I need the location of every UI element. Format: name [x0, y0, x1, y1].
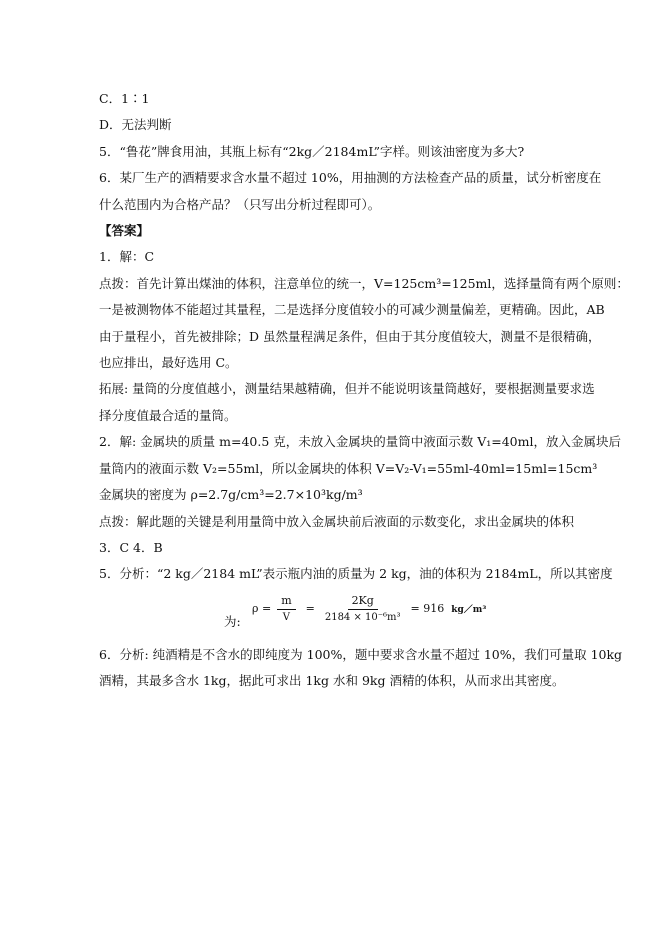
fraction-values	[325, 594, 401, 623]
answer-2-line1: 2．解: 金属块的质量 m=40.5 克，未放入金属块的量筒中液面示数 V₁=40ml，放入金属块后	[99, 434, 621, 450]
answer-6-line1: 6．分析: 纯酒精是不含水的即纯度为 100%，题中要求含水量不超过 10%，我们可量取 10kg	[99, 646, 623, 662]
fraction-m-over-v	[277, 594, 295, 623]
answer-1-extension-line2: 择分度值最合适的量筒。	[99, 407, 237, 423]
fraction-numerator: m	[277, 594, 295, 610]
answer-1-hint-line4: 也应排出，最好选用 C。	[99, 355, 238, 371]
answer-6-line2: 酒精，其最多含水 1kg，据此可求出 1kg 水和 9kg 酒精的体积，从而求出其密度。	[99, 673, 565, 689]
question-6-line2: 什么范围内为合格产品？（只写出分析过程即可）。	[99, 196, 381, 212]
answer-1-hint-line3: 由于量程小，首先被排除；D 虽然量程满足条件，但由于其分度值较大，测量不是很精确，	[99, 328, 601, 344]
equals-sign: =	[305, 601, 315, 615]
answer-1: 1．解：C	[99, 249, 155, 265]
formula-lhs: ρ =	[252, 601, 272, 615]
density-formula-row	[99, 590, 569, 640]
document-body	[99, 86, 629, 695]
fraction-denominator: V	[282, 611, 291, 623]
formula-prefix: 为:	[224, 613, 241, 629]
answer-2-hint: 点拨：解此题的关键是利用量筒中放入金属块前后液面的示数变化，求出金属块的体积	[99, 513, 575, 529]
fraction-denominator: 2184 × 10⁻⁶m³	[324, 611, 401, 623]
answer-2-line3: 金属块的密度为 ρ=2.7g/cm³=2.7×10³kg/m³	[99, 487, 363, 503]
answer-1-extension-line1: 拓展: 量筒的分度值越小，测量结果越精确，但并不能说明该量筒越好，要根据测量要求选	[99, 381, 595, 397]
question-6-line1: 6．某厂生产的酒精要求含水量不超过 10%，用抽测的方法检查产品的质量，试分析密度在	[99, 170, 602, 186]
fraction-numerator: 2Kg	[348, 594, 378, 610]
answer-1-hint-line2: 一是被测物体不能超过其量程，二是选择分度值较小的可减少测量偏差，更精确。因此，AB	[99, 302, 605, 318]
answer-3-4: 3．C 4．B	[99, 539, 163, 555]
option-d: D．无法判断	[99, 117, 172, 133]
answer-1-hint-line1: 点拨：首先计算出煤油的体积，注意单位的统一，V=125cm³=125ml，选择量筒有两个原则：	[99, 275, 629, 291]
option-c: C．1∶1	[99, 91, 150, 106]
formula-unit: kg／m³	[451, 604, 487, 615]
answer-2-line2: 量筒内的液面示数 V₂=55ml，所以金属块的体积 V=V₂-V₁=55ml-40ml=15ml=15cm³	[99, 460, 598, 476]
density-formula	[252, 594, 486, 623]
question-5: 5．“鲁花”牌食用油，其瓶上标有“2kg／2184mL”字样。则该油密度为多大?	[99, 143, 525, 159]
answer-heading: 【答案】	[99, 223, 150, 239]
formula-result: = 916	[410, 601, 445, 615]
answer-5-line1: 5．分析：“2 kg／2184 mL”表示瓶内油的质量为 2 kg，油的体积为 2184mL，所以其密度	[99, 566, 613, 582]
